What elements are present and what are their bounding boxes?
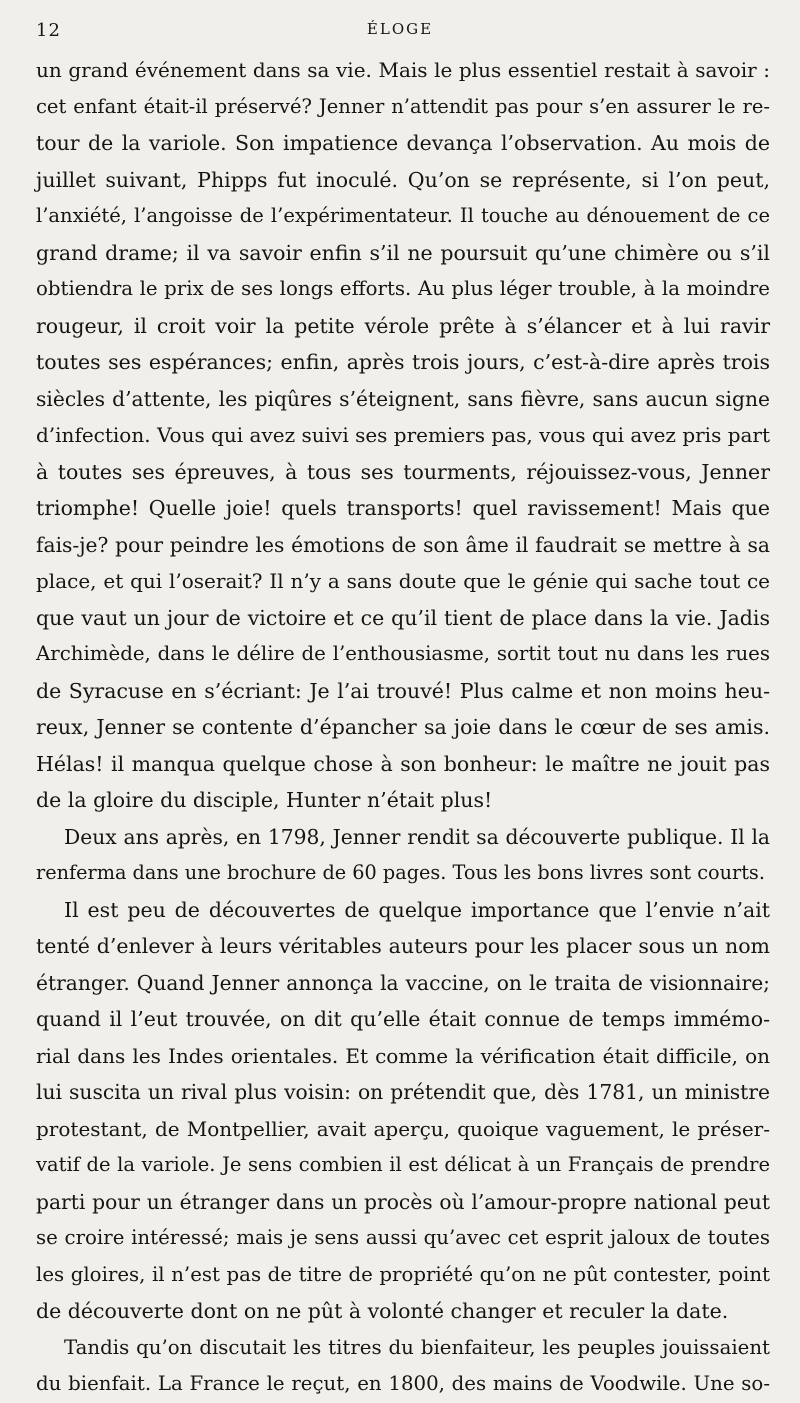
text-line: lui suscita un rival plus voisin: on prétendit que, dès 1781, un ministre <box>36 1080 770 1104</box>
page-header <box>36 20 764 44</box>
paragraph-start-line: Tandis qu’on discutait les titres du bienfaiteur, les peuples jouissaient <box>64 1335 770 1359</box>
text-line: place, et qui l’oserait? Il n’y a sans doute que le génie qui sache tout ce <box>36 569 770 593</box>
text-line: d’infection. Vous qui avez suivi ses premiers pas, vous qui avez pris part <box>36 423 771 447</box>
text-line: les gloires, il n’est pas de titre de propriété qu’on ne pût contester, point <box>36 1262 770 1286</box>
paragraph-end-line: de la gloire du disciple, Hunter n’était plus! <box>36 788 493 812</box>
text-line: fais-je? pour peindre les émotions de son âme il faudrait se mettre à sa <box>36 532 770 557</box>
text-line: Archimède, dans le délire de l’enthousiasme, sortit tout nu dans les rues <box>36 642 770 665</box>
paragraph-end-line: de découverte dont on ne pût à volonté changer et reculer la date. <box>36 1299 729 1323</box>
paragraph-start-line: Il est peu de découvertes de quelque importance que l’envie n’ait <box>64 897 770 922</box>
text-line: étranger. Quand Jenner annonça la vaccine, on le traita de visionnaire; <box>36 970 770 995</box>
text-line: reux, Jenner se contente d’épancher sa joie dans le cœur de ses amis. <box>36 715 770 739</box>
body-text <box>36 52 770 1403</box>
text-line: un grand événement dans sa vie. Mais le plus essentiel restait à savoir : <box>36 58 770 82</box>
text-line: l’anxiété, l’angoisse de l’expérimentateur. Il touche au dénouement de ce <box>36 204 770 227</box>
text-line: siècles d’attente, les piqûres s’éteignent, sans fièvre, sans aucun signe <box>36 386 770 411</box>
paragraph-start-line: Deux ans après, en 1798, Jenner rendit sa découverte publique. Il la <box>64 824 770 849</box>
text-line: quand il l’eut trouvée, on dit qu’elle était connue de temps immémo- <box>36 1007 770 1031</box>
text-line: obtiendra le prix de ses longs efforts. Au plus léger trouble, à la moindre <box>36 277 770 300</box>
text-line: grand drame; il va savoir enfin s’il ne poursuit qu’une chimère ou s’il <box>36 240 770 265</box>
text-line: tenté d’enlever à leurs véritables auteurs pour les placer sous un nom <box>36 934 770 958</box>
page-number: 12 <box>36 20 61 41</box>
text-line: que vaut un jour de victoire et ce qu’il tient de place dans la vie. Jadis <box>36 605 770 630</box>
text-line: à toutes ses épreuves, à tous ses tourments, réjouissez-vous, Jenner <box>36 459 770 484</box>
text-line: du bienfait. La France le reçut, en 1800, des mains de Voodwile. Une so- <box>36 1372 770 1395</box>
text-line: cet enfant était-il préservé? Jenner n’attendit pas pour s’en assurer le re- <box>36 94 770 118</box>
text-line: toutes ses espérances; enfin, après trois jours, c’est-à-dire après trois <box>36 350 770 374</box>
paragraph-end-line: renferma dans une brochure de 60 pages. Tous les bons livres sont courts. <box>36 861 765 884</box>
text-line: Hélas! il manqua quelque chose à son bonheur: le maître ne jouit pas <box>36 751 770 776</box>
text-line: triomphe! Quelle joie! quels transports! quel ravissement! Mais que <box>36 496 770 520</box>
running-title: ÉLOGE <box>366 20 434 38</box>
text-line: protestant, de Montpellier, avait aperçu, quoique vaguement, le préser- <box>36 1116 770 1141</box>
text-line: rial dans les Indes orientales. Et comme la vérification était difficile, on <box>36 1043 770 1068</box>
text-line: de Syracuse en s’écriant: Je l’ai trouvé! Plus calme et non moins heu- <box>36 678 770 703</box>
text-line: juillet suivant, Phipps fut inoculé. Qu’on se représente, si l’on peut, <box>36 167 770 192</box>
text-line: se croire intéressé; mais je sens aussi qu’avec cet esprit jaloux de toutes <box>36 1226 770 1249</box>
text-line: rougeur, il croit voir la petite vérole prête à s’élancer et à lui ravir <box>36 313 770 338</box>
text-line: vatif de la variole. Je sens combien il est délicat à un Français de prendre <box>36 1153 770 1176</box>
text-line: parti pour un étranger dans un procès où l’amour-propre national peut <box>36 1189 770 1214</box>
text-line: tour de la variole. Son impatience devança l’observation. Au mois de <box>36 131 770 155</box>
